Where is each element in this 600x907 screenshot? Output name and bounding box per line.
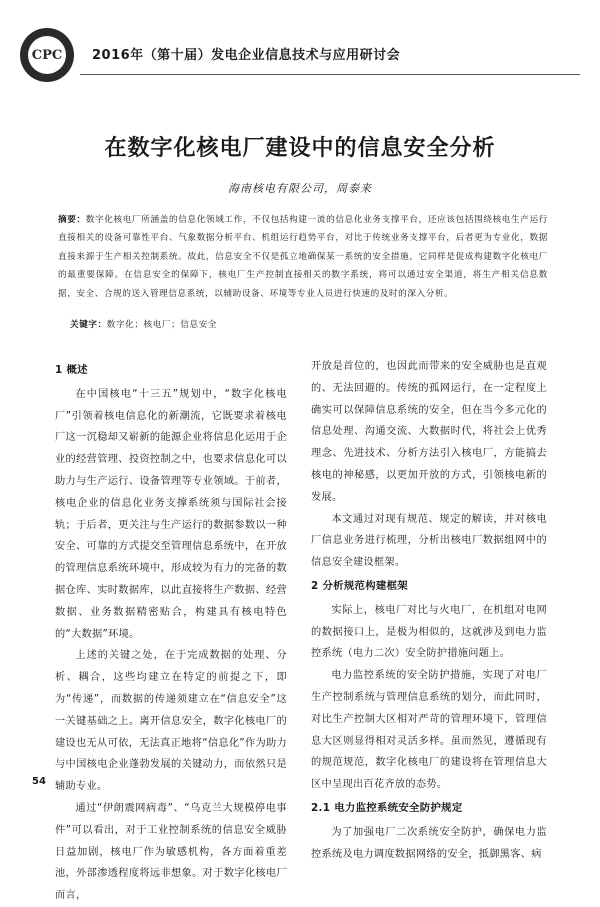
keywords-label: 关键字： xyxy=(70,320,107,330)
keywords xyxy=(70,316,550,334)
conference-title: 2016年（第十届）发电企业信息技术与应用研讨会 xyxy=(92,48,401,63)
abstract xyxy=(58,211,548,303)
conference-header xyxy=(20,28,580,84)
abstract-text: 数字化核电厂所涵盖的信息化领域工作，不仅包括构建一流的信息化业务支撑平台，还应该包括围绕核电生产运行直接相关的设备可靠性平台、气象数据分析平台、机组运行趋势平台，对比于传统业务支撑平台，后者更为专业化，数据直接来源于生产相关控制系统。故此，信息安全不仅是孤立地确保某一系统的安全措施，它同样是促成构建数字化核电厂的最重要保障。在信息安全的保障下，核电厂生产控制直接相关的数字系统，将可以通过安全渠道，将生产相关信息数据，安全、合规的送入管理信息系统，以辅助设备、环境等专业人员进行快速的及时的深入分析。 xyxy=(58,215,548,299)
section-heading-2-1: 2.1 电力监控系统安全防护规定 xyxy=(311,801,463,814)
abstract-label: 摘要： xyxy=(58,215,86,225)
paper-title: 在数字化核电厂建设中的信息安全分析 xyxy=(104,136,496,161)
paragraph: 上述的关键之处，在于完成数据的处理、分析、耦合，这些均建立在特定的前提之下，即为“传递”，而数据的传递须建立在“信息安全”这一关键基础之上。离开信息安全，数字化核电厂的建设也无从可依，无法真正地将“信息化”作为助力与中国核电企业蓬勃发展的关键动力，而依然只是辅助专业。 xyxy=(55,650,287,793)
header-divider xyxy=(80,74,580,75)
section-heading-1: 1 概述 xyxy=(55,364,88,376)
paragraph: 为了加强电厂二次系统安全防护，确保电力监控系统及电力调度数据网络的安全，抵御黑客、病 xyxy=(311,826,547,860)
author-affiliation: 海南核电有限公司，周泰来 xyxy=(228,182,372,195)
section-heading-2: 2 分析规范构建框架 xyxy=(311,579,408,592)
paragraph: 在中国核电“十三五”规划中，“数字化核电厂”引领着核电信息化的新潮流，它既要求着核电厂这一沉稳却又崭新的能源企业将信息化运用于企业的经营管理、投资控制之中，也要求信息化可以助力与生产运行、设备管理等专业领域。于前者，核电企业的信息化业务支撑系统须与国际社会接轨；于后者，更关注与生产运行的数据参数以一种安全、可靠的方式提交至管理信息系统中，在开放的管理信息系统环境中，形成较为有力的完备的数据仓库、实时数据库，以此直接将生产数据、经营数据、业务数据精密贴合，构建具有核电特色的“大数据”环境。 xyxy=(55,388,287,640)
paragraph: 实际上，核电厂对比与火电厂，在机组对电网的数据接口上，是极为相似的，这就涉及到电力监控系统（电力二次）安全防护措施问题上。 xyxy=(311,604,547,660)
paragraph: 开放是首位的，也因此而带来的安全威胁也是直观的、无法回避的。传统的孤网运行，在一定程度上确实可以保障信息系统的安全，但在当今多元化的信息处理、沟通交流、大数据时代，将社会上优秀理念、先进技术、分析方法引入核电厂，方能搞去核电的神秘感，以更加开放的方式，引领核电新的发展。 xyxy=(311,361,547,503)
body-left-column xyxy=(55,358,287,907)
paragraph: 电力监控系统的安全防护措施，实现了对电厂生产控制系统与管理信息系统的划分，而此同时，对比生产控制大区相对严苛的管理环境下，管理信息大区则显得相对灵活多样。虽而然见，遵循现有的规范规范，数字化核电厂的建设将在管理信息大区中呈现出百花齐放的态势。 xyxy=(311,670,547,791)
conference-logo xyxy=(20,28,74,82)
page-number: 54 xyxy=(32,776,46,787)
paragraph: 本文通过对现有规范、规定的解读，并对核电厂信息业务进行梳理，分析出核电厂数据组网中的信息安全建设框架。 xyxy=(311,513,547,569)
body-right-column xyxy=(311,356,547,865)
paragraph: 通过“伊朗震网病毒”、“乌克兰大规模停电事件”可以看出，对于工业控制系统的信息安全威胁日益加剧，核电厂作为敏感机构，各方面着重差池，外部渗透程度将远非想象。对于数字化核电厂而言， xyxy=(55,802,287,902)
logo-text: CPC xyxy=(31,47,63,63)
keywords-text: 数字化；核电厂；信息安全 xyxy=(106,320,218,330)
